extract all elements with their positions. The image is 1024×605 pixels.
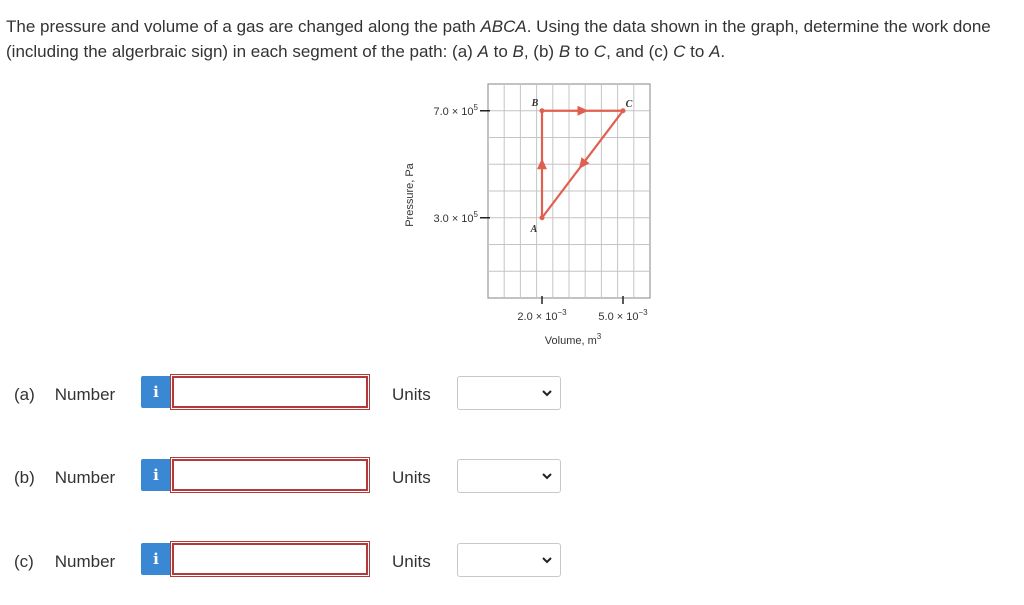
question-part: , (b)	[523, 42, 559, 61]
info-icon[interactable]: i	[141, 459, 171, 491]
units-label: Units	[392, 385, 431, 404]
info-icon[interactable]: i	[141, 543, 171, 575]
answer-label	[14, 468, 115, 488]
number-input-a[interactable]	[172, 376, 368, 408]
x-tick-label: $2.0 \times 10^{-3}$	[517, 308, 567, 323]
point-label: A	[530, 223, 538, 235]
question-part: A	[477, 42, 489, 61]
question-part: B	[558, 42, 571, 61]
question-part: . Using the data shown in the graph, determine the work done (including the algerbraic sign) in each segment of the path: (a)	[6, 17, 991, 61]
chevron-down-icon	[540, 386, 554, 400]
question-part: The pressure and volume of a gas are changed along the path	[6, 17, 481, 36]
number-label: Number	[54, 552, 116, 571]
part-label: (b)	[14, 468, 35, 487]
units-select-c[interactable]	[457, 543, 561, 577]
number-label: Number	[54, 385, 116, 404]
path-vertex	[540, 215, 545, 220]
question-part: B	[512, 42, 524, 61]
x-axis-label: Volume, $m^3$	[544, 332, 602, 347]
question-part: .	[720, 42, 726, 61]
units-label: Units	[392, 552, 431, 571]
question-part: C	[593, 42, 607, 61]
units-select-a[interactable]	[457, 376, 561, 410]
answer-row-b	[0, 459, 1024, 499]
question-part: ABCA	[480, 17, 527, 36]
y-tick-label: $3.0 \times 10^5$	[433, 209, 478, 225]
x-tick-label: $5.0 \times 10^{-3}$	[598, 308, 648, 323]
point-label: C	[625, 98, 633, 110]
question-part: to	[685, 42, 710, 61]
question-part: to	[570, 42, 594, 61]
question-part: C	[673, 42, 686, 61]
question-part: A	[709, 42, 721, 61]
answer-label	[14, 552, 115, 572]
part-label: (a)	[14, 385, 35, 404]
part-label: (c)	[14, 552, 34, 571]
chevron-down-icon	[540, 553, 554, 567]
info-icon[interactable]: i	[141, 376, 171, 408]
number-label: Number	[54, 468, 116, 487]
chevron-down-icon	[540, 469, 554, 483]
answer-row-c	[0, 543, 1024, 583]
question-part: to	[488, 42, 513, 61]
y-axis-label: Pressure, Pa	[404, 163, 416, 227]
answer-label	[14, 385, 115, 405]
answer-row-a	[0, 376, 1024, 416]
question-part: , and (c)	[606, 42, 674, 61]
number-input-b[interactable]	[172, 459, 368, 491]
point-label: B	[531, 97, 539, 109]
units-label: Units	[392, 468, 431, 487]
number-input-c[interactable]	[172, 543, 368, 575]
units-select-b[interactable]	[457, 459, 561, 493]
path-vertex	[540, 108, 545, 113]
y-tick-label: $7.0 \times 10^5$	[433, 102, 478, 118]
